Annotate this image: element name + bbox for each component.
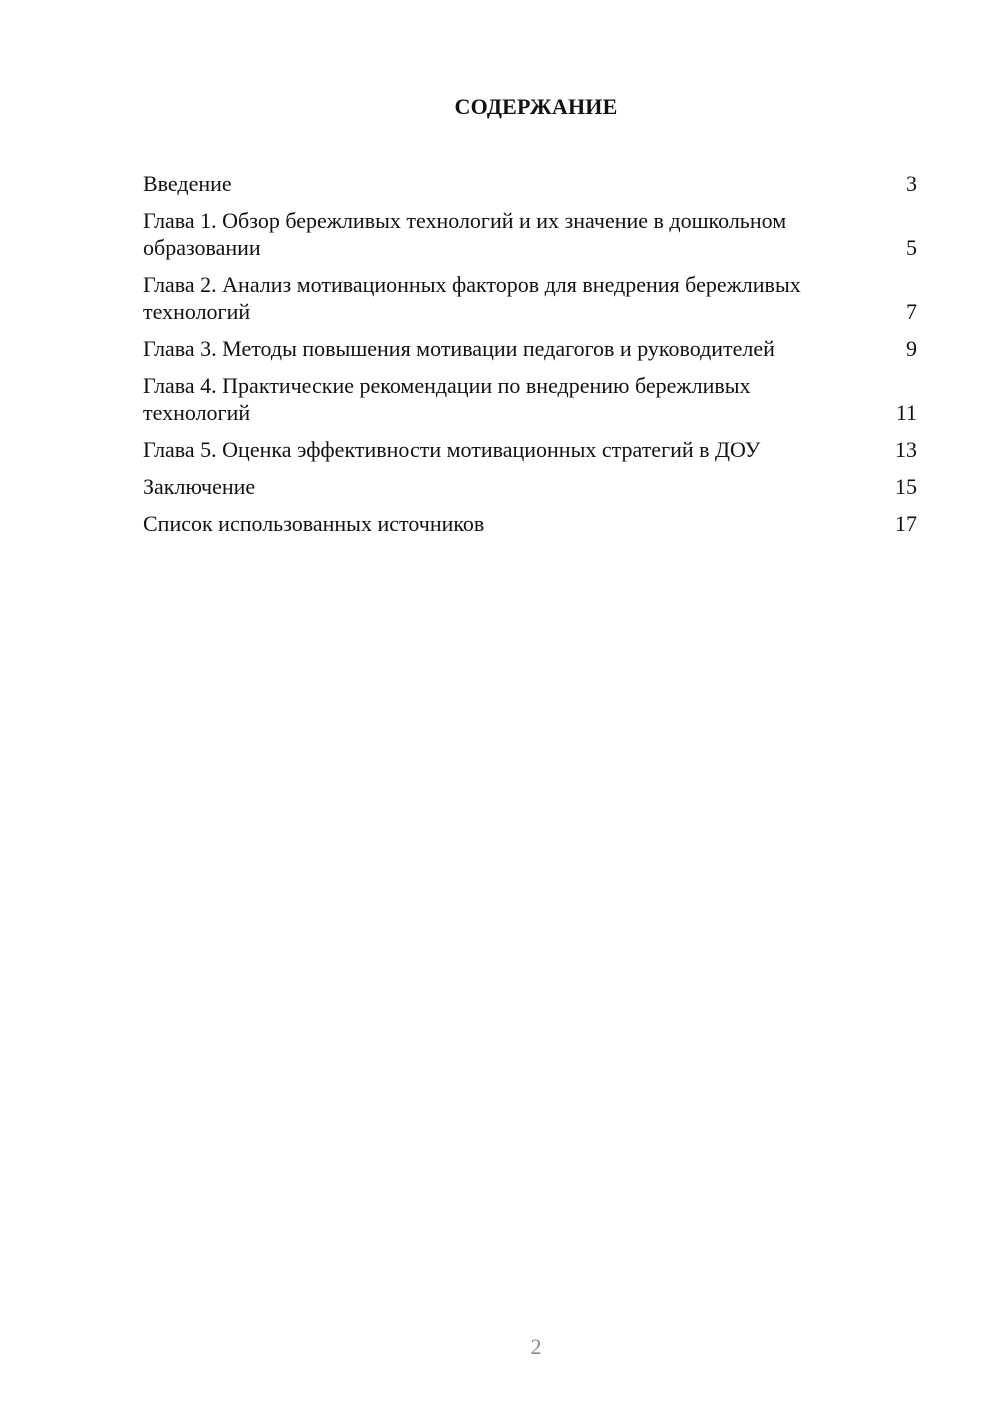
- toc-entry-label: Глава 5. Оценка эффективности мотивационных стратегий в ДОУ: [143, 437, 761, 462]
- toc-entry-chapter-4: [143, 372, 919, 426]
- toc-entry-label: Список использованных источников: [143, 511, 485, 536]
- toc-entry-references: [143, 510, 919, 537]
- toc-entry-page: 13: [895, 437, 917, 462]
- page-number: 2: [530, 1334, 542, 1359]
- toc-entry-label: Глава 4. Практические рекомендации по внедрению бережливых технологий: [143, 373, 751, 425]
- toc-entry-label: Глава 2. Анализ мотивационных факторов для внедрения бережливых технологий: [143, 272, 801, 324]
- toc-entry-page: 5: [906, 235, 917, 260]
- toc-entry-chapter-3: [143, 335, 919, 362]
- toc-entry-label: Заключение: [143, 474, 256, 499]
- toc-entry-page: 11: [895, 400, 917, 425]
- toc-entry-label: Глава 1. Обзор бережливых технологий и их значение в дошкольном образовании: [143, 208, 787, 260]
- toc-entry-page: 17: [895, 511, 917, 536]
- toc-entry-page: 15: [895, 474, 917, 499]
- toc-entry-conclusion: [143, 473, 919, 500]
- table-of-contents: [143, 170, 919, 547]
- toc-entry-chapter-1: [143, 207, 919, 261]
- toc-entry-chapter-2: [143, 271, 919, 325]
- toc-entry-label: Введение: [143, 171, 232, 196]
- toc-entry-label: Глава 3. Методы повышения мотивации педагогов и руководителей: [143, 336, 775, 361]
- toc-entry-page: 3: [906, 171, 917, 196]
- toc-entry-page: 7: [906, 299, 917, 324]
- toc-entry-page: 9: [906, 336, 917, 361]
- toc-title: СОДЕРЖАНИЕ: [454, 94, 618, 119]
- toc-entry-chapter-5: [143, 436, 919, 463]
- toc-entry-introduction: [143, 170, 919, 197]
